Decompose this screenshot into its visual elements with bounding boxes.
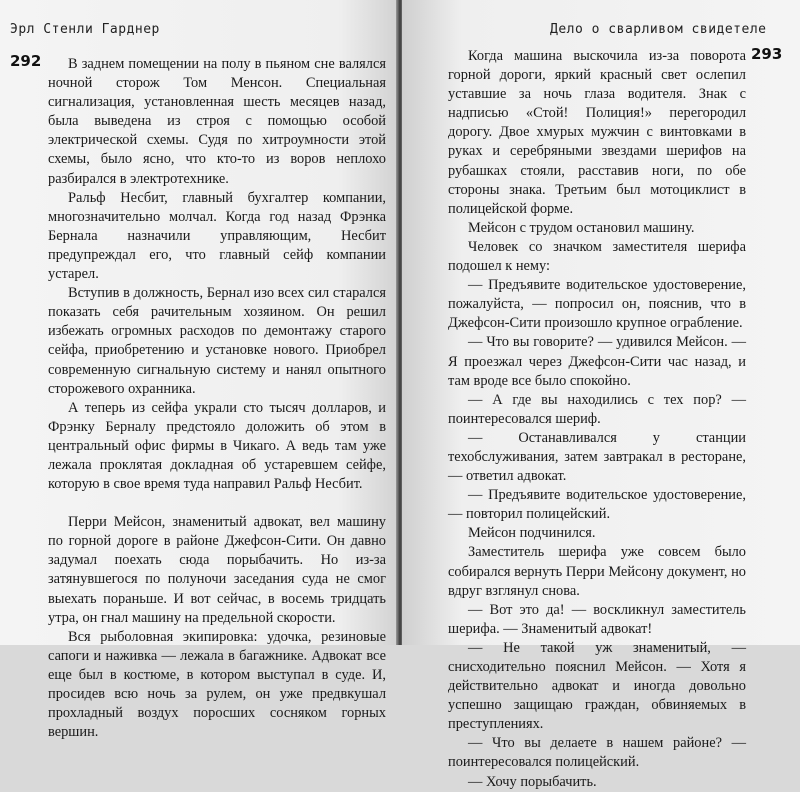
paragraph: Мейсон с трудом остановил машину. bbox=[468, 219, 695, 236]
paragraph: Мейсон подчинился. bbox=[468, 525, 596, 542]
paragraph: Заместитель шерифа уже совсем было собирался вернуть Перри Мейсону документ, но вдруг взглянул снова. bbox=[448, 544, 746, 599]
right-page bbox=[402, 0, 800, 790]
paragraph: — А где вы находились с тех пор? — поинтересовался шериф. bbox=[448, 391, 746, 427]
page-number-right: 293 bbox=[751, 45, 783, 63]
paragraph: Вступив в должность, Бернал изо всех сил старался показать себя рачительным хозяином. Он решил избежать огромных расходов по демонтажу старого сейфа, приобретению и установке нового. Приобрел современную сигнальную систему и нанял опытного сторожевого охранника. bbox=[48, 285, 386, 397]
paragraph: — Предъявите водительское удостоверение, пожалуйста, — попросил он, пояснив, что в Джефсон-Сити произошло крупное ограбление. bbox=[448, 277, 746, 332]
left-page-text bbox=[48, 55, 386, 742]
paragraph: — Не такой уж знаменитый, — снисходительно пояснил Мейсон. — Хотя я действительно адвокат и иногда довольно успешно защищаю граждан, обвиняемых в преступлениях. bbox=[448, 639, 746, 733]
left-page bbox=[0, 0, 398, 741]
paragraph: — Что вы делаете в нашем районе? — поинтересовался полицейский. bbox=[448, 735, 746, 771]
running-head-author: Эрл Стенли Гарднер bbox=[10, 22, 160, 37]
paragraph: — Хочу порыбачить. bbox=[468, 773, 597, 790]
running-head-title: Дело о сварливом свидетеле bbox=[550, 22, 767, 37]
paragraph: — Вот это да! — воскликнул заместитель шерифа. — Знаменитый адвокат! bbox=[448, 601, 746, 637]
right-page-text bbox=[448, 47, 746, 792]
paragraph: — Что вы говорите? — удивился Мейсон. — Я проезжал через Джефсон-Сити час назад, и там вроде все было спокойно. bbox=[448, 334, 746, 389]
paragraph: Перри Мейсон, знаменитый адвокат, вел машину по горной дороге в районе Джефсон-Сити. Он давно задумал поехать сюда порыбачить. Но из-за затянувшегося по полуночи заседания суда не смог выехать пораньше. И вот сейчас, в восемь тридцать утра, он гнал машину на предельной скорости. bbox=[48, 514, 386, 626]
paragraph: — Останавливался у станции техобслуживания, затем завтракал в ресторане, — ответил адвокат. bbox=[448, 429, 746, 485]
page-number-left: 292 bbox=[10, 52, 42, 70]
paragraph: А теперь из сейфа украли сто тысяч долларов, и Фрэнку Берналу предстояло доложить об этом в центральный офис фирмы в Чикаго. А ведь там уже лежала проклятая докладная об устаревшем сейфе, которую в свое время туда направил Ральф Несбит. bbox=[48, 399, 386, 493]
paragraph: Вся рыболовная экипировка: удочка, резиновые сапоги и наживка — лежала в багажнике. Адвокат все еще был в костюме, в котором выступал в суде. И, просидев всю ночь за рулем, он уже предвкушал прохладный воздух поросших сосняком горных вершин. bbox=[48, 628, 386, 741]
paragraph: В заднем помещении на полу в пьяном сне валялся ночной сторож Том Менсон. Специальная сигнализация, установленная шесть месяцев назад, была выведена из строя с помощью особой электрической схемы. Судя по хитроумности этой схемы, было ясно, что кто-то из воров неплохо разбирался в электротехнике. bbox=[48, 56, 386, 187]
paragraph: — Предъявите водительское удостоверение, — повторил полицейский. bbox=[448, 487, 746, 523]
paragraph: Ральф Несбит, главный бухгалтер компании, многозначительно молчал. Когда год назад Фрэнка Бернала назначили управляющим, Несбит предупреждал его, что главный сейф компании устарел. bbox=[48, 189, 386, 283]
paragraph: Человек со значком заместителя шерифа подошел к нему: bbox=[448, 238, 746, 275]
paragraph: Когда машина выскочила из-за поворота горной дороги, яркий красный свет ослепил уставшие за ночь глаза водителя. Знак с надписью «Стой! Полиция!» перегородил дорогу. Двое хмурых мужчин с винтовками в руках и серебряными звездами шерифов на рубашках стояли, расставив ноги, по обе стороны знака. Третьим был мотоциклист в полицейской форме. bbox=[448, 48, 746, 217]
